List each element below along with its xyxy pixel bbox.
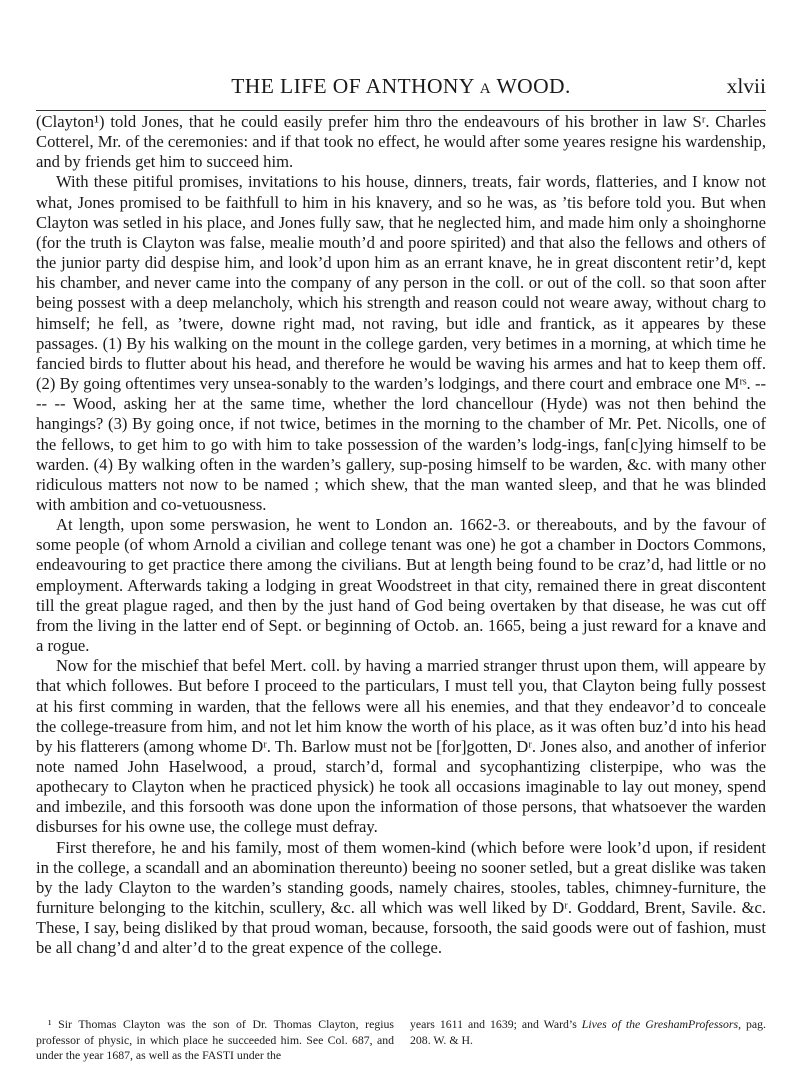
- paragraph: With these pitiful promises, invitations to his house, dinners, treats, fair words, flatteries, and I know not what, Jones promised to be faithfull to him in his knavery, and so he was, as ’tis before told you. But when Clayton was setled in his place, and Jones fully saw, that he neglected him, and made him only a shoinghorne (for the truth is Clayton was false, mealie mouth’d and poore spirited) and that also the fellows and others of the junior party did despise him, and look’d upon him as an errant knave, he in great discontent retir’d, kept his chamber, and never came into the company of any person in the coll. or out of the coll. so that soon after being possest with a deep melancholy, which his strength and reason could not weare away, without charg to himself; he fell, as ’twere, downe right mad, not raving, but idle and frantick, as it appeares by these passages. (1) By his walking on the mount in the college garden, very betimes in a morning, at which time he fancied birds to flutter about his head, and therefore he would be waving his armes and hat to keep them off. (2) By going oftentimes very unsea-sonably to the warden’s lodgings, and there court and embrace one Mʳˢ. -- -- -- Wood, asking her at the same time, whether the lord chancellour (Hyde) was not then behind the hangings? (3) By going once, if not twice, betimes in the morning to the chamber of Mr. Pet. Nicolls, one of the fellows, to get him to go with him to take possession of the warden’s lodg-ings, fan[c]ying himself to be warden. (4) By walking often in the warden’s gallery, sup-posing himself to be warden, &c. with many other ridiculous matters not now to be named ; which shew, that the man wanted sleep, and that he was blinded with ambition and co-vetuousness.: [36, 172, 766, 514]
- footnote-text-part: years 1611 and 1639; and Ward’s: [410, 1017, 582, 1031]
- running-header: [36, 60, 766, 96]
- running-title-text-end: WOOD.: [496, 74, 571, 98]
- body-text: [36, 112, 766, 959]
- footnote-text: [410, 1017, 766, 1048]
- running-title-small-caps: A: [479, 81, 492, 97]
- paragraph: Now for the mischief that befel Mert. coll. by having a married stranger thrust upon them, will appeare by that which followes. But before I proceed to the particulars, I must tell you, that Clayton being fully possest at his first comming in warden, that the fellows were all his enemies, and that they endeavor’d to conceale the college-treasure from him, and not let him know the worth of his place, as it was often buz’d into his head by his flatterers (among whome Dʳ. Th. Barlow must not be [for]gotten, Dʳ. Jones also, and another of inferior note named John Haselwood, a proud, starch’d, formal and sycophantizing clisterpipe, who was the apothecary to Clayton when he practiced physick) he took all occasions imaginable to lay out money, spend and imbezile, and this forsooth was done upon the information of those persons, that whatsoever the warden disburses for his owne use, the college must defray.: [36, 656, 766, 837]
- footnotes: [36, 1017, 766, 1064]
- footnote-column-right: [410, 1017, 766, 1064]
- paragraph: First therefore, he and his family, most of them women-kind (which before were look’d upon, if resident in the college, a scandall and an abomination thereunto) beeing no sooner setled, but a great dislike was taken by the lady Clayton to the warden’s standing goods, namely chaires, stooles, tables, chimney-furniture, the furniture belonging to the kitchin, scullery, &c. all which was well liked by Dʳ. Goddard, Brent, Savile. &c. These, I say, being disliked by that proud woman, because, forsooth, the said goods were out of fashion, must be all chang’d and alter’d to the great expence of the college.: [36, 837, 766, 958]
- header-rule: [36, 110, 766, 111]
- paragraph: (Clayton¹) told Jones, that he could easily prefer him thro the endeavours of his brother in law Sʳ. Charles Cotterel, Mr. of the ceremonies: and if that took no effect, he would after some yeares resigne his wardenship, and by friends get him to succeed him.: [36, 112, 766, 172]
- running-title: [36, 74, 766, 99]
- footnote-column-left: [36, 1017, 394, 1064]
- running-title-text: THE LIFE OF ANTHONY: [231, 74, 474, 98]
- footnote-text-part: pag. 208. W. & H.: [410, 1017, 766, 1047]
- paragraph: At length, upon some perswasion, he went to London an. 1662-3. or thereabouts, and by the favour of some people (of whom Arnold a civilian and college tenant was one) he got a chamber in Doctors Commons, endeavouring to get practice there among the civilians. But at length being found to be craz’d, had little or no employment. Afterwards taking a lodging in great Woodstreet in that city, remained there in great discontent till the great plague raged, and then by the just hand of God being overtaken by that disease, he was cut off from the living in the latter end of Sept. or beginning of Octob. an. 1665, being a just reward for a knave and a rogue.: [36, 515, 766, 656]
- footnote-italic-title: Lives of the GreshamProfessors,: [581, 1017, 742, 1031]
- footnote-text: ¹ Sir Thomas Clayton was the son of Dr. Thomas Clayton, regius professor of physic, in which place he succeeded him. See Col. 687, and under the year 1687, as well as the FASTI under the: [36, 1017, 394, 1062]
- page-number: xlvii: [726, 74, 766, 98]
